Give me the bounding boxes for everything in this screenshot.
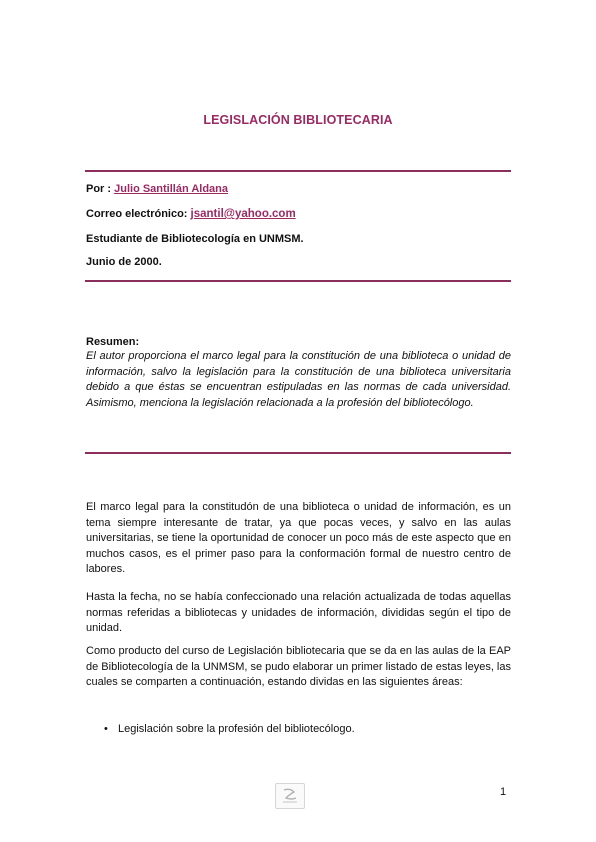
abstract-label: Resumen: [86,336,140,348]
author-link[interactable]: Julio Santillán Aldana [114,183,229,195]
document-title: LEGISLACIÓN BIBLIOTECARIA [203,113,393,127]
abstract-text: El autor proporciona el marco legal para la constitución de una biblioteca o unidad de información, salvo la legislación para la constitución de una biblioteca universitaria debido a que éstas se encuentran estipuladas en las normas de cada universidad. Asimismo, menciona la legislación relacionada a la profesión del bibliotecólogo. [86,350,511,409]
top-divider [85,170,511,172]
body-paragraph-2: Hasta la fecha, no se había confeccionado una relación actualizada de todas aquellas normas referidas a bibliotecas y unidades de información, divididas según el tipo de unidad. [86,591,511,634]
bullet-list-item [104,723,355,735]
author-line [86,183,228,195]
email-prefix: Correo electrónico: [86,208,191,220]
bullet-text: Legislación sobre la profesión del bibliotecólogo. [118,723,355,735]
email-link[interactable]: jsantil@yahoo.com [190,208,296,220]
body-paragraph-1: El marco legal para la constitudón de una biblioteca o unidad de información, es un tema siempre interesante de tratar, ya que pocas veces, y salvo en las aulas universitarias, se tiene la oportunidad de conocer un poco más de este aspecto que en muchos casos, es el primer paso para la conformación formal de nuestro centro de labores. [86,501,511,575]
abstract-divider [85,452,511,454]
page-number: 1 [500,786,507,798]
document-logo-icon [275,783,305,809]
email-line [86,208,296,220]
meta-divider [85,280,511,282]
affiliation: Estudiante de Bibliotecología en UNMSM. [86,233,304,245]
body-paragraph-3: Como producto del curso de Legislación bibliotecaria que se da en las aulas de la EAP de Bibliotecología de la UNMSM, se pudo elaborar un primer listado de estas leyes, las cuales se comparten a continuación, estando dividas en las siguientes áreas: [86,645,511,688]
author-prefix: Por : [86,183,115,195]
bullet-marker: • [104,723,108,735]
publication-date: Junio de 2000. [86,256,162,268]
